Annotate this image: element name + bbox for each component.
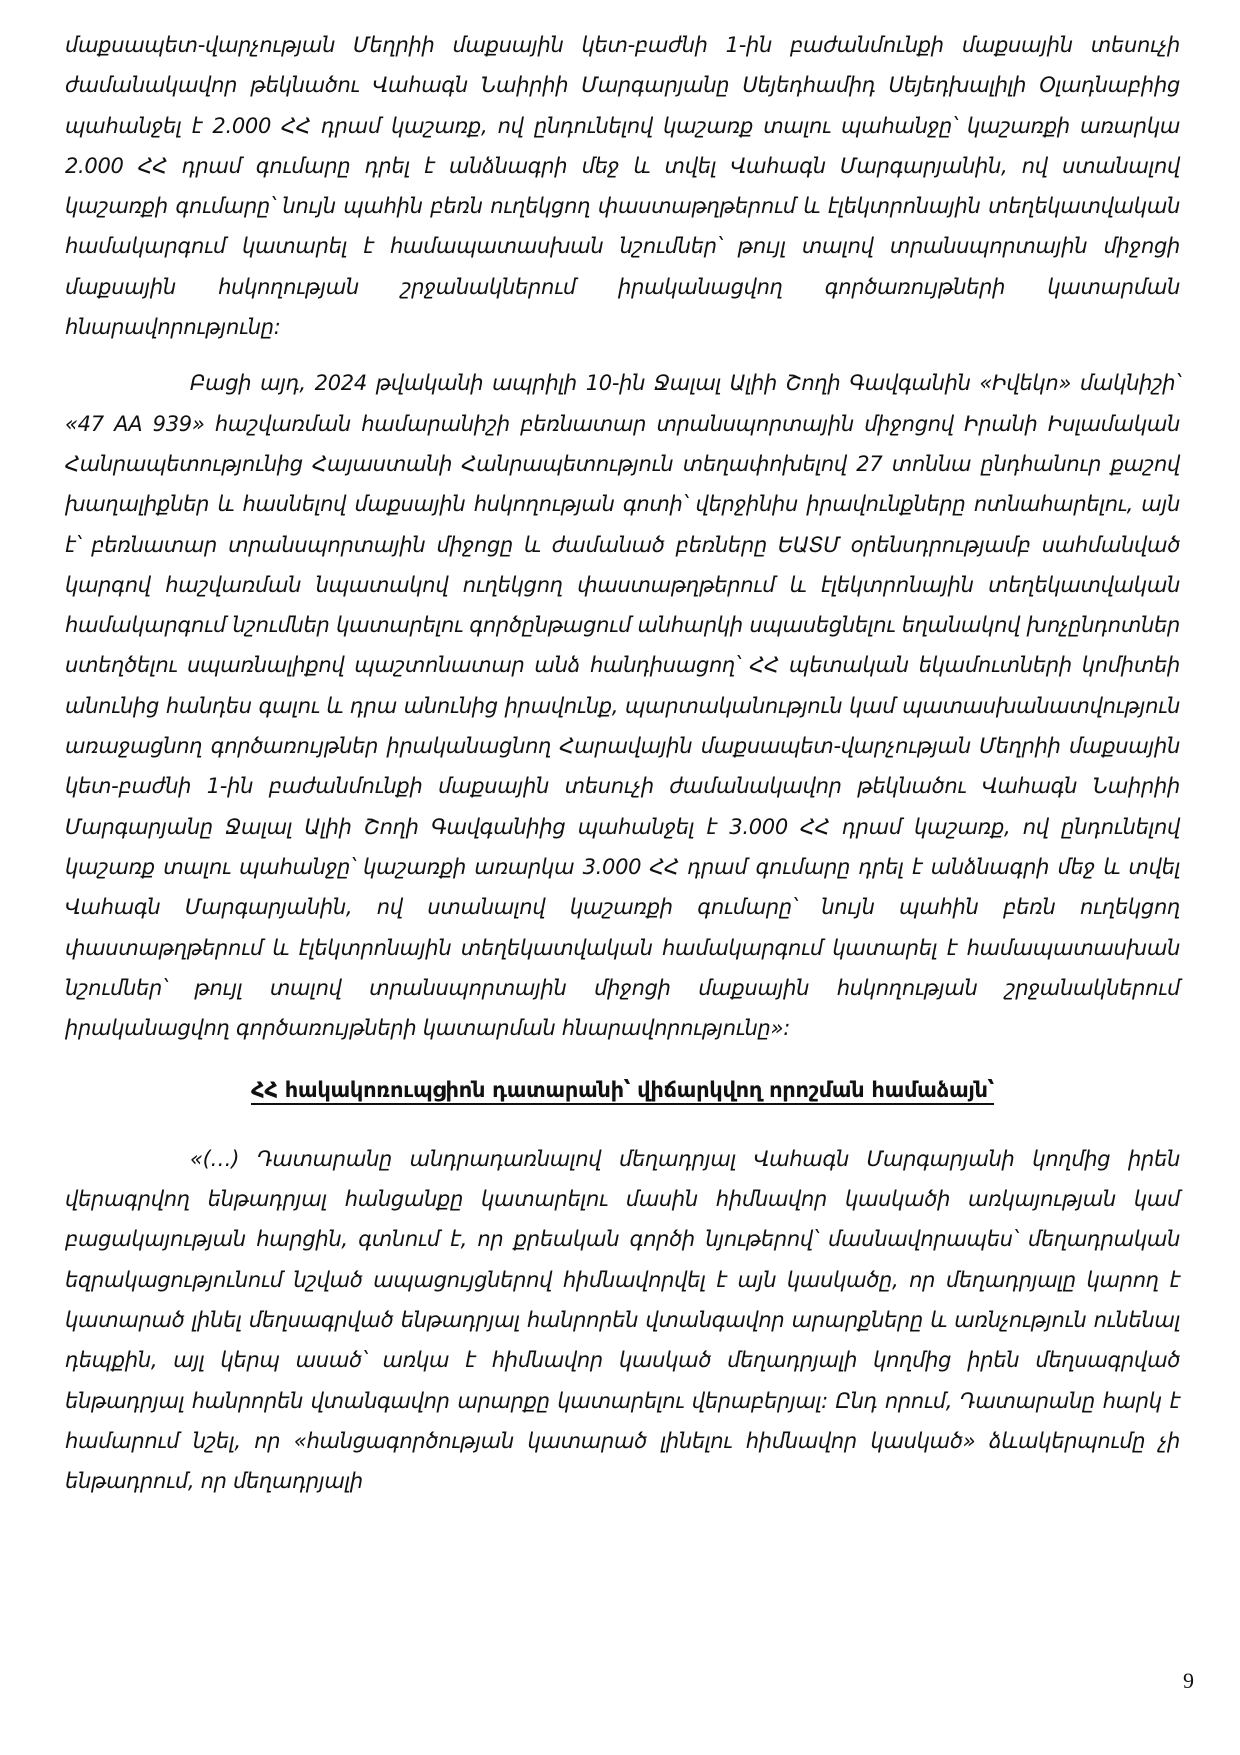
paragraph-1: մաքսապետ-վարչության Մեղրիի մաքսային կետ-բաժնի 1-ին բաժանմունքի մաքսային տեսուչի ժամանակավոր թեկնածու Վահագն Նաիրիի Մարգարյանը Սեյեդհամիդ Սեյեդխալիլի Օլադնաբիից պահանջել է 2.000 ՀՀ դրամ կաշառք, ով ընդունելով կաշառք տալու պահանջը՝ կաշառքի առարկա 2.000 ՀՀ դրամ գումարը դրել է անձնագրի մեջ և տվել Վահագն Մարգարյանին, ով ստանալով կաշառքի գումարը՝ նույն պահին բեռն ուղեկցող փաստաթղթերում և էլեկտրոնային տեղեկատվական համակարգում կատարել է համապատասխան նշումներ՝ թույլ տալով տրանսպորտային միջոցի մաքսային հսկողության շրջանակներում իրականացվող գործառույթների կատարման հնարավորությունը: [65,33,1180,340]
section-heading: ՀՀ հակակոռուպցիոն դատարանի՝ վիճարկվող որոշման համաձայն՝ [250,1078,995,1103]
paragraph-gap [65,347,1180,363]
document-page [65,25,1180,1501]
paragraph-3: «(…) Դատարանը անդրադառնալով մեղադրյալ Վահագն Մարգարյանի կողմից իրեն վերագրվող ենթադրյալ հանցանքը կատարելու մասին հիմնավոր կասկածի առկայության կամ բացակայության հարցին, գտնում է, որ քրեական գործի նյութերով՝ մասնավորապես՝ մեղադրական եզրակացությունում նշված ապացույցներով հիմնավորվել է այն կասկածը, որ մեղադրյալը կարող է կատարած լինել մեղսագրված ենթադրյալ հանրորեն վտանգավոր արարքները և առնչություն ունենալ դեպքին, այլ կերպ ասած՝ առկա է հիմնավոր կասկած մեղադրյալի կողմից իրեն մեղսագրված ենթադրյալ հանրորեն վտանգավոր արարքը կատարելու վերաբերյալ: Ընդ որում, Դատարանը հարկ է համարում նշել, որ «հանցագործության կատարած լինելու հիմնավոր կասկած» ձևակերպումը չի ենթադրում, որ մեղադրյալի [65,1146,1180,1494]
page-number: 9 [1183,1668,1194,1693]
paragraph-2: Բացի այդ, 2024 թվականի ապրիլի 10-ին Ջալալ Ալիի Շողի Գավգանին «Իվեկո» մակնիշի՝ «47 AA 939» հաշվառման համարանիշի բեռնատար տրանսպորտային միջոցով Իրանի Իսլամական Հանրապետությունից Հայաստանի Հանրապետություն տեղափոխելով 27 տոննա ընդհանուր քաշով խաղալիքներ և հասնելով մաքսային հսկողության գոտի՝ վերջինիս իրավունքները ոտնահարելու, այն է՝ բեռնատար տրանսպորտային միջոցը և ժամանած բեռները ԵԱՏՄ օրենսդրությամբ սահմանված կարգով հաշվառման նպատակով ուղեկցող փաստաթղթերում և էլեկտրոնային տեղեկատվական համակարգում նշումներ կատարելու գործընթացում անհարկի սպասեցնելու եղանակով խոչընդոտներ ստեղծելու սպառնալիքով պաշտոնատար անձ հանդիսացող՝ ՀՀ պետական եկամուտների կոմիտեի անունից հանդես գալու և դրա անունից իրավունք, պարտականություն կամ պատասխանատվություն առաջացնող գործառույթներ իրականացնող Հարավային մաքսապետ-վարչության Մեղրիի մաքսային կետ-բաժնի 1-ին բաժանմունքի մաքսային տեսուչի ժամանակավոր թեկնածու Վահագն Նաիրիի Մարգարյանը Ջալալ Ալիի Շողի Գավգանիից պահանջել է 3.000 ՀՀ դրամ կաշառք, ով ընդունելով կաշառք տալու պահանջը՝ կաշառքի առարկա 3.000 ՀՀ դրամ գումարը դրել է անձնագրի մեջ և տվել Վահագն Մարգարյանին, ով ստանալով կաշառքի գումարը՝ նույն պահին բեռն ուղեկցող փաստաթղթերում և էլեկտրոնային տեղեկատվական համակարգում կատարել է համապատասխան նշումներ՝ թույլ տալով տրանսպորտային միջոցի մաքսային հսկողության շրջանակներում իրականացվող գործառույթների կատարման հնարավորությունը»: [65,371,1180,1041]
